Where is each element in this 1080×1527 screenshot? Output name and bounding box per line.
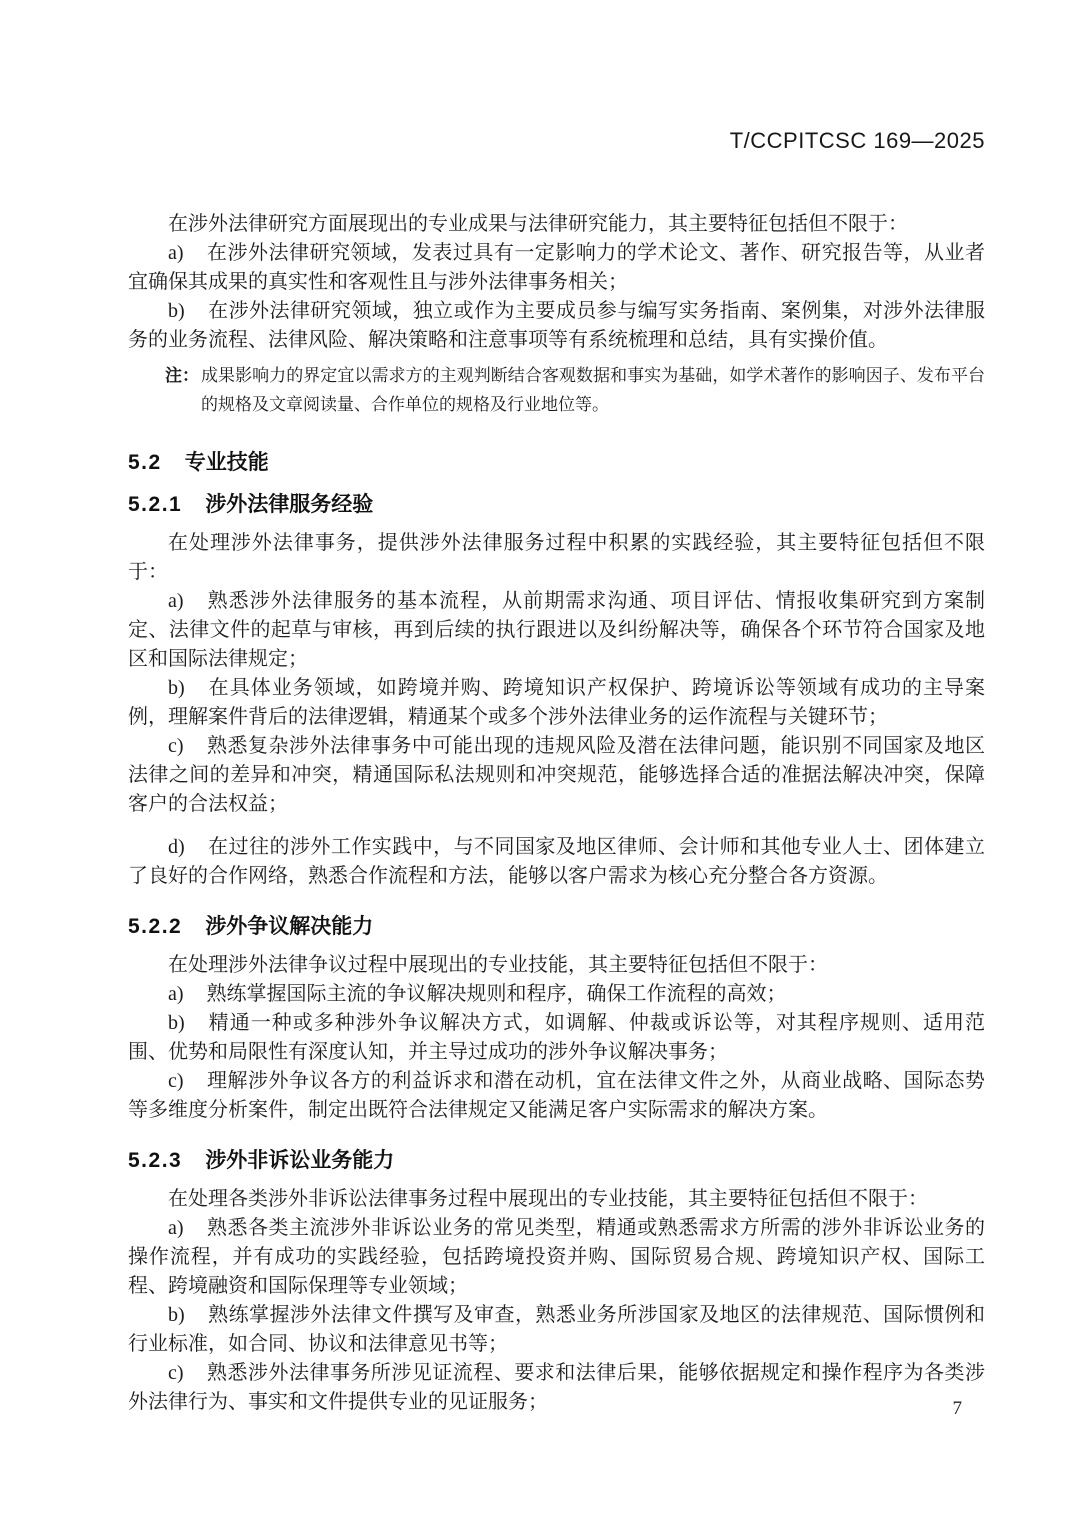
research-item-a — [128, 239, 985, 297]
note-label: 注： — [165, 366, 199, 385]
heading-title: 涉外非诉讼业务能力 — [205, 1149, 395, 1172]
s523-item-b — [128, 1301, 985, 1359]
list-text: 熟悉复杂涉外法律事务中可能出现的违规风险及潜在法律问题，能识别不同国家及地区法律之间的差异和冲突，精通国际私法规则和冲突规范，能够选择合适的准据法解决冲突，保障客户的合法权益； — [128, 735, 985, 815]
note-text: 成果影响力的界定宜以需求方的主观判断结合客观数据和事实为基础，如学术著作的影响因子、发布平台的规格及文章阅读量、合作单位的规格及行业地位等。 — [201, 366, 985, 414]
s523-item-a — [128, 1214, 985, 1301]
heading-5-2-3 — [128, 1147, 985, 1175]
page-header — [128, 128, 985, 154]
heading-number: 5.2.1 — [128, 493, 183, 516]
document-body — [128, 210, 985, 1417]
list-label: c) — [168, 1362, 184, 1384]
s522-item-c — [128, 1067, 985, 1125]
research-item-b — [128, 297, 985, 355]
s521-item-c — [128, 732, 985, 819]
s523-lead-paragraph: 在处理各类涉外非诉讼法律事务过程中展现出的专业技能，其主要特征包括但不限于： — [168, 1188, 928, 1210]
list-text: 理解涉外争议各方的利益诉求和潜在动机，宜在法律文件之外，从商业战略、国际态势等多维度分析案件，制定出既符合法律规定又能满足客户实际需求的解决方案。 — [128, 1070, 985, 1121]
s521-item-d — [128, 833, 985, 891]
s522-lead-paragraph: 在处理涉外法律争议过程中展现出的专业技能，其主要特征包括但不限于： — [168, 954, 828, 976]
list-label: a) — [168, 242, 184, 264]
s521-lead-paragraph: 在处理涉外法律事务，提供涉外法律服务过程中积累的实践经验，其主要特征包括但不限于： — [128, 532, 985, 583]
s522-item-b — [128, 1009, 985, 1067]
s523-item-c — [128, 1359, 985, 1417]
heading-5-2-1 — [128, 491, 985, 519]
s522-item-a — [128, 980, 985, 1009]
list-text: 在具体业务领域，如跨境并购、跨境知识产权保护、跨境诉讼等领域有成功的主导案例，理解案件背后的法律逻辑，精通某个或多个涉外法律业务的运作流程与关键环节； — [128, 677, 985, 728]
heading-number: 5.2.2 — [128, 915, 183, 938]
list-label: b) — [168, 677, 185, 699]
list-text: 熟练掌握涉外法律文件撰写及审查，熟悉业务所涉国家及地区的法律规范、国际惯例和行业标准，如合同、协议和法律意见书等； — [128, 1304, 985, 1355]
heading-title: 涉外法律服务经验 — [205, 493, 374, 516]
list-text: 熟悉涉外法律服务的基本流程，从前期需求沟通、项目评估、情报收集研究到方案制定、法律文件的起草与审核，再到后续的执行跟进以及纠纷解决等，确保各个环节符合国家及地区和国际法律规定； — [128, 590, 985, 670]
research-lead-paragraph: 在涉外法律研究方面展现出的专业成果与法律研究能力，其主要特征包括但不限于： — [168, 213, 908, 235]
list-label: d) — [168, 836, 185, 858]
list-text: 在过往的涉外工作实践中，与不同国家及地区律师、会计师和其他专业人士、团体建立了良好的合作网络，熟悉合作流程和方法，能够以客户需求为核心充分整合各方资源。 — [128, 836, 985, 887]
list-label: c) — [168, 1070, 184, 1092]
list-text: 熟悉涉外法律事务所涉见证流程、要求和法律后果，能够依据规定和操作程序为各类涉外法律行为、事实和文件提供专业的见证服务； — [128, 1362, 985, 1413]
list-label: c) — [168, 735, 184, 757]
list-text: 在涉外法律研究领域，独立或作为主要成员参与编写实务指南、案例集，对涉外法律服务的业务流程、法律风险、解决策略和注意事项等有系统梳理和总结，具有实操价值。 — [128, 300, 985, 351]
list-text: 在涉外法律研究领域，发表过具有一定影响力的学术论文、著作、研究报告等，从业者宜确保其成果的真实性和客观性且与涉外法律事务相关； — [128, 242, 985, 293]
s521-item-a — [128, 587, 985, 674]
heading-5-2-2 — [128, 913, 985, 941]
s521-item-b — [128, 674, 985, 732]
list-label: a) — [168, 590, 184, 612]
heading-5-2 — [128, 449, 985, 477]
heading-number: 5.2.3 — [128, 1149, 183, 1172]
heading-title: 涉外争议解决能力 — [205, 915, 374, 938]
list-label: b) — [168, 1304, 185, 1326]
heading-title: 专业技能 — [184, 451, 269, 474]
list-label: b) — [168, 1012, 185, 1034]
list-label: b) — [168, 300, 185, 322]
list-label: a) — [168, 1217, 184, 1239]
list-text: 熟悉各类主流涉外非诉讼业务的常见类型，精通或熟悉需求方所需的涉外非诉讼业务的操作流程，并有成功的实践经验，包括跨境投资并购、国际贸易合规、跨境知识产权、国际工程、跨境融资和国际保理等专业领域； — [128, 1217, 985, 1297]
page-number: 7 — [952, 1398, 962, 1419]
list-label: a) — [168, 983, 184, 1005]
doc-code: T/CCPITCSC 169—2025 — [729, 128, 985, 153]
note-block — [128, 361, 985, 419]
list-text: 熟练掌握国际主流的争议解决规则和程序，确保工作流程的高效； — [206, 983, 787, 1005]
heading-number: 5.2 — [128, 451, 162, 474]
list-text: 精通一种或多种涉外争议解决方式，如调解、仲裁或诉讼等，对其程序规则、适用范围、优势和局限性有深度认知，并主导过成功的涉外争议解决事务； — [128, 1012, 985, 1063]
